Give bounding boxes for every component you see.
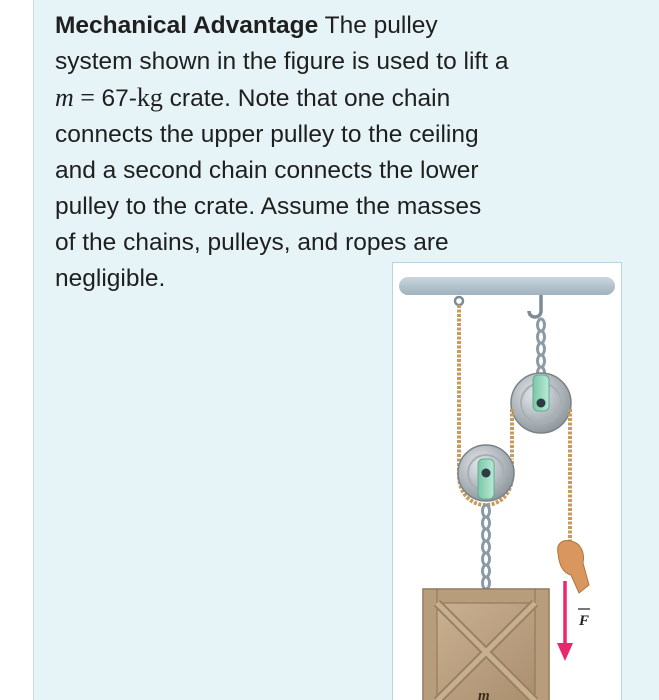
hand (558, 541, 589, 594)
problem-heading: Mechanical Advantage (55, 12, 319, 39)
problem-line-1 (55, 8, 635, 44)
problem-line-3-rest: crate. Note that one chain (162, 85, 451, 112)
lower-pulley (458, 445, 514, 501)
force-label: F (579, 613, 590, 629)
upper-chain (529, 295, 545, 379)
crate (423, 589, 549, 700)
problem-line-8: negligible. (55, 265, 166, 292)
mass-variable: m (55, 83, 74, 112)
mass-label: m (478, 688, 490, 700)
ceiling-beam (399, 277, 615, 295)
lower-chain (483, 505, 490, 589)
pulley-figure (392, 262, 622, 700)
problem-line-1-rest: The pulley (318, 12, 438, 39)
problem-line-3 (55, 80, 635, 117)
rope-left-segment (455, 297, 463, 445)
problem-line-5: and a second chain connects the lower (55, 157, 479, 184)
problem-text (55, 8, 635, 297)
upper-pulley (511, 373, 571, 433)
problem-line-4: connects the upper pulley to the ceiling (55, 121, 479, 148)
problem-line-7: of the chains, pulleys, and ropes are (55, 229, 449, 256)
equals-sign: = (73, 83, 102, 112)
force-arrow (557, 581, 573, 661)
problem-line-6: pulley to the crate. Assume the masses (55, 193, 482, 220)
problem-line-2: system shown in the figure is used to lift a (55, 48, 509, 75)
pulley-diagram (393, 263, 622, 700)
mass-unit: kg (136, 83, 163, 112)
mass-value: 67- (101, 85, 137, 112)
mass-expression (55, 83, 101, 112)
